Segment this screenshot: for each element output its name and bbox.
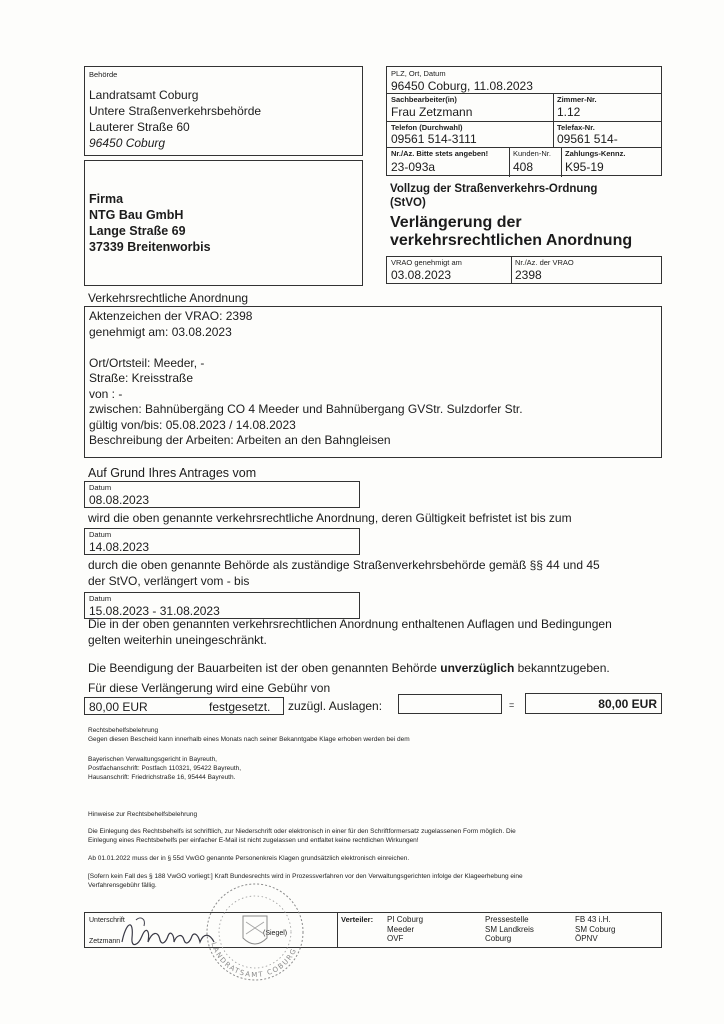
order-line-1: Aktenzeichen der VRAO: 2398 bbox=[89, 309, 253, 323]
signature-label: Unterschrift bbox=[89, 917, 125, 924]
authority-line-2: Untere Straßenverkehrsbehörde bbox=[89, 104, 262, 118]
subject-line-1: Vollzug der Straßenverkehrs-Ordnung bbox=[390, 183, 598, 195]
order-section-label: Verkehrsrechtliche Anordnung bbox=[88, 291, 249, 305]
place-date-label: PLZ, Ort, Datum bbox=[391, 69, 446, 78]
intro-text: Auf Grund Ihres Antrages vom bbox=[88, 466, 257, 480]
date-3: 15.08.2023 - 31.08.2023 bbox=[89, 604, 220, 618]
fee-amount: 80,00 EUR bbox=[89, 700, 148, 714]
recipient-line-1: Firma bbox=[89, 192, 124, 206]
hint-1: Die Einlegung des Rechtsbehelfs ist schriftlich, zur Niederschrift oder elektronisch in einer für den Schriftformersatz zugelassenen Form möglich. Die bbox=[88, 828, 516, 835]
seal-label: (Siegel) bbox=[263, 930, 288, 937]
dist-col3-1: FB 43 i.H. bbox=[575, 915, 611, 924]
dist-col2-2: SM Landkreis bbox=[485, 924, 534, 934]
completion-post: bekanntzugeben. bbox=[514, 661, 610, 675]
fee-set-label: festgesetzt. bbox=[209, 700, 271, 714]
official-seal bbox=[196, 880, 314, 984]
completion-notice bbox=[88, 661, 610, 676]
recipient-line-3: Lange Straße 69 bbox=[89, 224, 186, 238]
approved-date: 03.08.2023 bbox=[391, 268, 452, 282]
ref: 23-093a bbox=[391, 160, 436, 174]
legal-house: Hausanschrift: Friedrichstraße 16, 95444 Bayreuth. bbox=[88, 774, 236, 781]
legal-p1: Gegen diesen Bescheid kann innerhalb eines Monats nach seiner Bekanntgabe Klage erhoben werden bei dem bbox=[88, 736, 410, 743]
dist-col2-3: Coburg bbox=[485, 934, 512, 943]
authority-box bbox=[84, 66, 363, 156]
body-text-3b: gelten weiterhin uneingeschränkt. bbox=[88, 633, 267, 647]
date-box-2 bbox=[84, 528, 360, 555]
custno: 408 bbox=[513, 160, 534, 174]
order-line-5: Straße: Kreisstraße bbox=[89, 371, 194, 385]
completion-bold: unverzüglich bbox=[440, 661, 515, 675]
order-line-7: zwischen: Bahnübergäng CO 4 Meeder und Bahnübergang GVStr. Sulzdorfer Str. bbox=[89, 402, 523, 416]
authority-line-1: Landratsamt Coburg bbox=[89, 88, 199, 102]
custno-label: Kunden-Nr. bbox=[513, 149, 551, 158]
order-line-2: genehmigt am: 03.08.2023 bbox=[89, 324, 232, 339]
authority-city: 96450 Coburg bbox=[89, 136, 166, 150]
order-box bbox=[84, 306, 662, 458]
hint-title: Hinweise zur Rechtsbehelfsbelehrung bbox=[88, 811, 198, 818]
approved-label: VRAO genehmigt am bbox=[391, 258, 462, 267]
ref-label: Nr./Az. Bitte stets angeben! bbox=[391, 149, 489, 158]
order-line-8: gültig von/bis: 05.08.2023 / 14.08.2023 bbox=[89, 417, 296, 432]
subject-line-2: (StVO) bbox=[390, 197, 426, 209]
total-box bbox=[525, 693, 662, 714]
paycode-label: Zahlungs-Kennz. bbox=[565, 149, 626, 158]
date-box-1 bbox=[84, 481, 360, 508]
hint-5: Verfahrensgebühr fällig. bbox=[88, 882, 157, 889]
phone: 09561 514-3111 bbox=[391, 132, 477, 146]
dist-col1-2: Meeder bbox=[387, 924, 415, 934]
signer-name-label: Zetzmann bbox=[89, 938, 121, 945]
dist-col1-1: PI Coburg bbox=[387, 915, 424, 924]
fee-text: Für diese Verlängerung wird eine Gebühr von bbox=[88, 681, 331, 695]
legal-court: Bayerischen Verwaltungsgericht in Bayreuth, bbox=[88, 756, 217, 763]
recipient-line-4: 37339 Breitenworbis bbox=[89, 240, 211, 254]
hint-4: [Sofern kein Fall des § 188 VwGO vorliegt:] Kraft Bundesrechts wird in Prozessverfahren vor den Verwaltungsgerichten infolge der Klageerhebung eine bbox=[88, 873, 523, 880]
order-line-9: Beschreibung der Arbeiten: Arbeiten an den Bahngleisen bbox=[89, 433, 391, 447]
order-line-3 bbox=[89, 340, 523, 356]
body-text-2a: durch die oben genannte Behörde als zuständige Straßenverkehrsbehörde gemäß §§ 44 und 45 bbox=[88, 558, 600, 572]
order-line-6: von : - bbox=[89, 386, 123, 401]
expenses-label: zuzügl. Auslagen: bbox=[288, 699, 383, 713]
dist-col3-2: SM Coburg bbox=[575, 924, 616, 934]
seal-text: LANDRATSAMT COBURG bbox=[209, 941, 299, 980]
vrao-no: 2398 bbox=[515, 268, 542, 282]
body-text-1: wird die oben genannte verkehrsrechtliche Anordnung, deren Gültigkeit befristet ist bis zum bbox=[88, 511, 572, 525]
subject-heading-1: Verlängerung der bbox=[390, 214, 522, 231]
date-label-3: Datum bbox=[89, 594, 112, 603]
total-amount: 80,00 EUR bbox=[598, 697, 657, 711]
legal-title: Rechtsbehelfsbelehrung bbox=[88, 727, 159, 734]
date-label-2: Datum bbox=[89, 530, 112, 539]
room-label: Zimmer-Nr. bbox=[557, 95, 597, 104]
vrao-no-label: Nr./Az. der VRAO bbox=[515, 258, 574, 267]
dist-col1-3: OVF bbox=[387, 934, 404, 943]
date-label-1: Datum bbox=[89, 483, 112, 492]
fax-label: Telefax-Nr. bbox=[557, 123, 595, 132]
date-1: 08.08.2023 bbox=[89, 493, 150, 507]
svg-text:LANDRATSAMT COBURG bbox=[209, 941, 298, 979]
body-text-2b: der StVO, verlängert vom - bis bbox=[88, 574, 250, 588]
expenses-field bbox=[398, 694, 502, 714]
fee-box bbox=[84, 697, 284, 715]
hint-3: Ab 01.01.2022 muss der in § 55d VwGO genannte Personenkreis Klagen grundsätzlich elektronisch einreichen. bbox=[88, 855, 410, 862]
date-2: 14.08.2023 bbox=[89, 540, 150, 554]
place-date: 96450 Coburg, 11.08.2023 bbox=[391, 79, 533, 93]
vrao-box bbox=[386, 256, 662, 284]
dist-col3-3: ÖPNV bbox=[575, 934, 598, 943]
legal-postal: Postfachanschrift: Postfach 110321, 95422 Bayreuth, bbox=[88, 765, 242, 772]
clerk-label: Sachbearbeiter(in) bbox=[391, 95, 457, 104]
authority-line-3: Lauterer Straße 60 bbox=[89, 120, 190, 134]
recipient-box bbox=[84, 160, 363, 286]
room: 1.12 bbox=[557, 105, 581, 119]
meta-box bbox=[386, 66, 662, 176]
hint-2: Einlegung eines Rechtsbehelfs per einfacher E-Mail ist nicht zugelassen und entfaltet keine rechtlichen Wirkungen! bbox=[88, 837, 419, 844]
date-box-3 bbox=[84, 592, 360, 619]
clerk: Frau Zetzmann bbox=[391, 105, 473, 119]
authority-label: Behörde bbox=[89, 70, 118, 79]
paycode: K95-19 bbox=[565, 160, 604, 174]
recipient-line-2: NTG Bau GmbH bbox=[89, 208, 184, 222]
body-text-3a: Die in der oben genannten verkehrsrechtlichen Anordnung enthaltenen Auflagen und Bedingungen bbox=[88, 617, 612, 631]
distribution-label: Verteiler: bbox=[341, 915, 374, 924]
order-line-4: Ort/Ortsteil: Meeder, - bbox=[89, 355, 205, 370]
dist-col2-1: Pressestelle bbox=[485, 915, 529, 924]
fax: 09561 514- bbox=[557, 132, 618, 146]
subject-heading-2: verkehrsrechtlichen Anordnung bbox=[390, 232, 633, 249]
completion-pre: Die Beendigung der Bauarbeiten ist der oben genannten Behörde bbox=[88, 661, 441, 675]
equals-sign: = bbox=[509, 700, 515, 710]
phone-label: Telefon (Durchwahl) bbox=[391, 123, 463, 132]
